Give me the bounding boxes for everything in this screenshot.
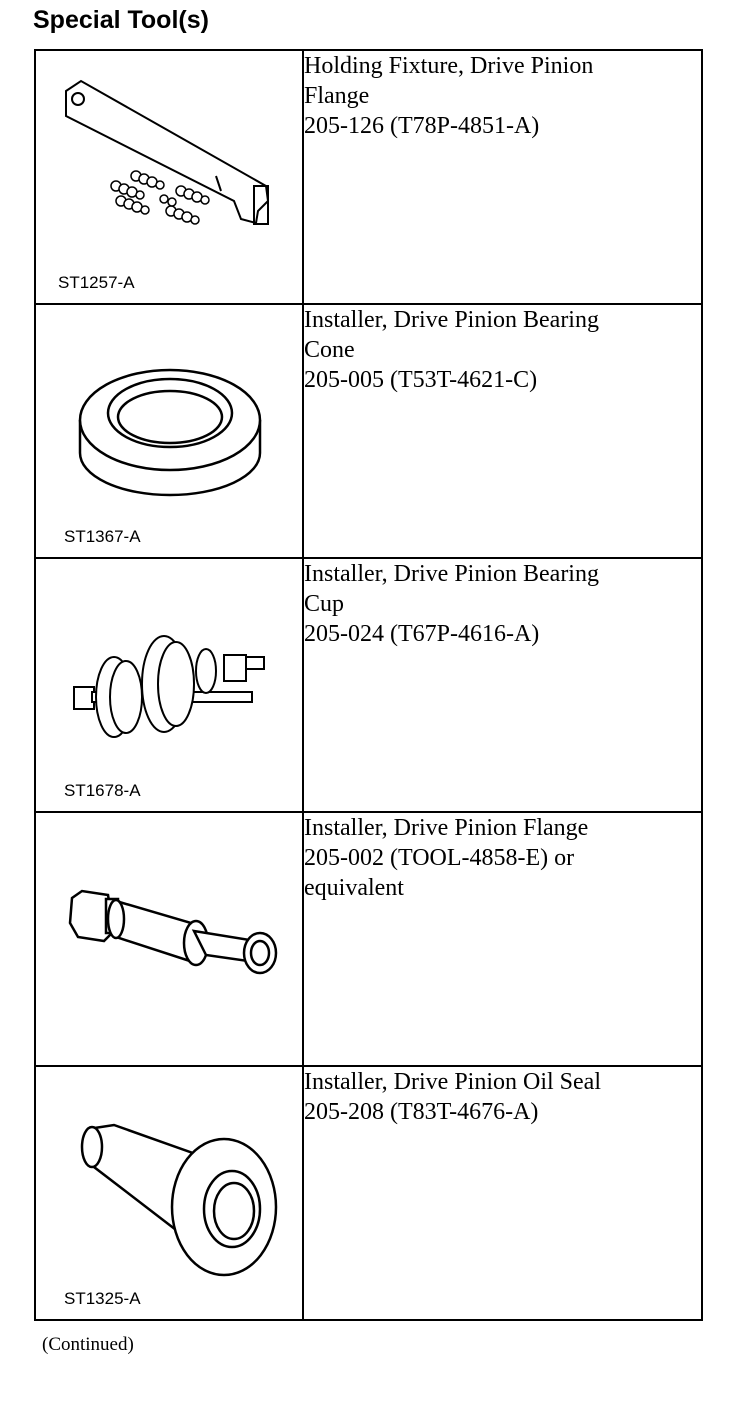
tool-description-cell [303, 50, 702, 304]
tool-description-line: Cone [304, 337, 355, 363]
tool-part-number: 205-005 (T53T-4621-C) [304, 367, 538, 393]
tool-description-line: Holding Fixture, Drive Pinion [304, 53, 594, 79]
tool-description-cell [303, 558, 702, 812]
table-row [35, 558, 702, 812]
tool-id-label: ST1367-A [64, 527, 141, 546]
tool-description-line: Installer, Drive Pinion Oil Seal [304, 1069, 601, 1095]
tool-id-label: ST1678-A [64, 781, 141, 800]
tool-description-cell [303, 812, 702, 1066]
tool-description-cell [303, 1066, 702, 1320]
tool-id-label: ST1257-A [58, 273, 135, 292]
holding-fixture-illustration [36, 51, 302, 303]
table-row [35, 1066, 702, 1320]
table-row [35, 50, 702, 304]
tool-id-label: ST1325-A [64, 1289, 141, 1308]
tool-part-number: 205-002 (TOOL-4858-E) or [304, 845, 575, 871]
tool-image-cell [35, 812, 303, 1066]
tool-part-number: 205-126 (T78P-4851-A) [304, 113, 540, 139]
tool-description-line: Installer, Drive Pinion Flange [304, 815, 589, 841]
tool-description-cell [303, 304, 702, 558]
tool-description-line: Cup [304, 591, 345, 617]
continued-note: (Continued) [42, 1334, 134, 1355]
bearing-cup-installer-illustration [36, 559, 302, 811]
table-row [35, 304, 702, 558]
tool-part-number: 205-208 (T83T-4676-A) [304, 1099, 539, 1125]
tool-description-line: Flange [304, 83, 370, 109]
tool-part-number: 205-024 (T67P-4616-A) [304, 621, 540, 647]
tool-image-cell [35, 50, 303, 304]
tool-image-cell [35, 304, 303, 558]
tool-description-line: Installer, Drive Pinion Bearing [304, 307, 599, 333]
section-heading: Special Tool(s) [33, 6, 209, 34]
tool-image-cell [35, 558, 303, 812]
special-tools-table [34, 49, 703, 1321]
tool-description-line: Installer, Drive Pinion Bearing [304, 561, 599, 587]
table-row [35, 812, 702, 1066]
oil-seal-installer-illustration [36, 1067, 302, 1319]
tool-description-line: equivalent [304, 875, 404, 901]
flange-installer-illustration [36, 813, 302, 1065]
bearing-cone-installer-illustration [36, 305, 302, 557]
tool-image-cell [35, 1066, 303, 1320]
